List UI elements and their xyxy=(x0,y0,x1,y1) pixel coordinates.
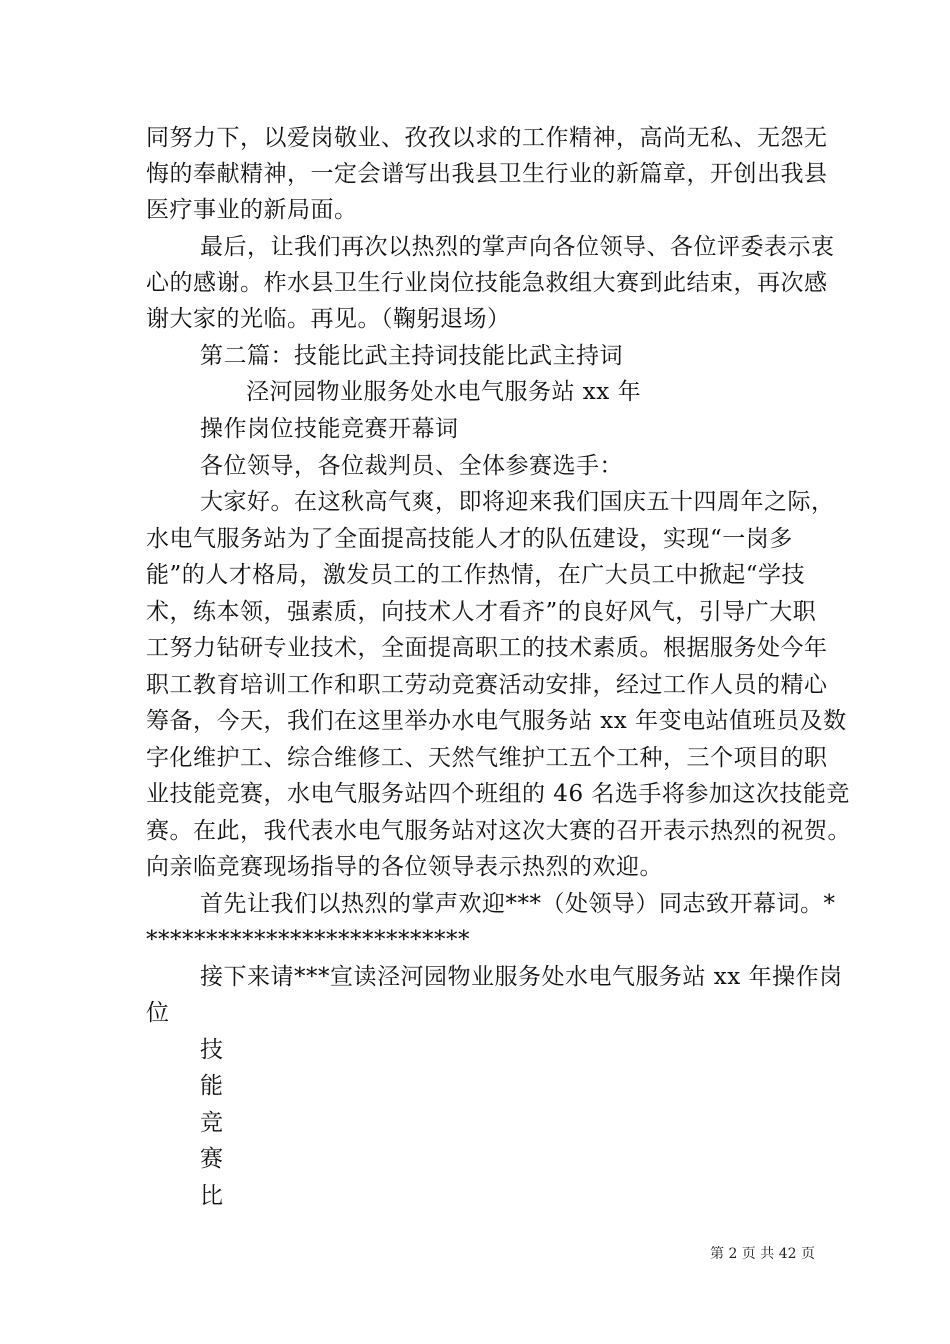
body-line: 工努力钻研专业技术，全面提高职工的技术素质。根据服务处今年 xyxy=(146,635,828,661)
body-line: 向亲临竞赛现场指导的各位领导表示热烈的欢迎。 xyxy=(146,854,663,880)
body-line: 术，练本领，强素质，向技术人才看齐”的良好风气，引导广大职 xyxy=(146,599,817,625)
body-line: 字化维护工、综合维修工、天然气维护工五个工种，三个项目的职 xyxy=(146,745,828,771)
vertical-char: 赛 xyxy=(200,1146,224,1172)
body-line: 水电气服务站为了全面提高技能人才的队伍建设，实现“一岗多 xyxy=(146,526,793,552)
body-line: 筹备，今天，我们在这里举办水电气服务站 xx 年变电站值班员及数 xyxy=(146,708,847,734)
subtitle-line: 泾河园物业服务处水电气服务站 xx 年 xyxy=(246,379,642,405)
page-number-footer: 第 2 页 共 42 页 xyxy=(710,1246,815,1262)
body-line: 大家好。在这秋高气爽，即将迎来我们国庆五十四周年之际， xyxy=(200,489,835,515)
body-line: 业技能竞赛，水电气服务站四个班组的 46 名选手将参加这次技能竞 xyxy=(146,781,850,807)
vertical-char: 比 xyxy=(200,1183,224,1209)
vertical-char: 能 xyxy=(200,1073,224,1099)
section-heading: 第二篇：技能比武主持词技能比武主持词 xyxy=(200,343,623,369)
body-line: 能”的人才格局，激发员工的工作热情，在广大员工中掀起“学技 xyxy=(146,562,806,588)
salutation-line: 各位领导，各位裁判员、全体参赛选手： xyxy=(200,453,623,479)
body-line: 悔的奉献精神，一定会谱写出我县卫生行业的新篇章，开创出我县 xyxy=(146,161,828,187)
body-line: 谢大家的光临。再见。（鞠躬退场） xyxy=(146,306,511,332)
body-line: 心的感谢。柞水县卫生行业岗位技能急救组大赛到此结束，再次感 xyxy=(146,270,828,296)
subtitle-line: 操作岗位技能竞赛开幕词 xyxy=(200,416,459,442)
body-line: 接下来请***宣读泾河园物业服务处水电气服务站 xx 年操作岗 xyxy=(200,964,843,990)
vertical-char: 技 xyxy=(200,1037,224,1063)
body-line: 首先让我们以热烈的掌声欢迎***（处领导）同志致开幕词。* xyxy=(200,891,836,917)
body-line: 最后，让我们再次以热烈的掌声向各位领导、各位评委表示衷 xyxy=(200,234,835,260)
body-line: 同努力下，以爱岗敬业、孜孜以求的工作精神，高尚无私、无怨无 xyxy=(146,125,828,151)
body-line: 医疗事业的新局面。 xyxy=(146,197,358,223)
body-line: 职工教育培训工作和职工劳动竞赛活动安排，经过工作人员的精心 xyxy=(146,672,828,698)
body-line: *************************** xyxy=(146,927,470,953)
body-line: 赛。在此，我代表水电气服务站对这次大赛的召开表示热烈的祝贺。 xyxy=(146,818,851,844)
vertical-char: 竞 xyxy=(200,1110,224,1136)
body-line: 位 xyxy=(146,1000,170,1026)
